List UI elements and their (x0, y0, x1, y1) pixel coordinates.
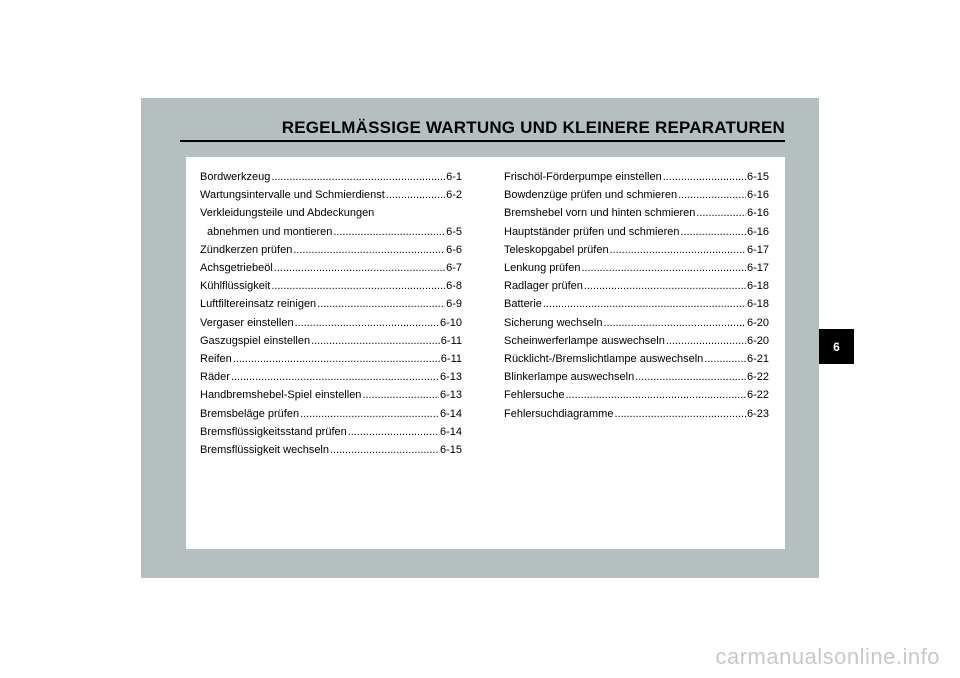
toc-entry-page: 6-9 (446, 298, 462, 311)
toc-entry[interactable] (504, 204, 769, 222)
toc-entry-page: 6-14 (439, 407, 462, 420)
toc-entry-label: Radlager prüfen (504, 280, 583, 293)
toc-leader (666, 332, 746, 350)
toc-leader (543, 295, 746, 313)
toc-entry-label: Blinkerlampe auswechseln (504, 371, 635, 384)
toc-entry-label: abnehmen und montieren (207, 225, 333, 238)
toc-leader (271, 168, 445, 186)
toc-left-column (200, 168, 462, 459)
toc-entry[interactable] (504, 186, 769, 204)
toc-entry-label: Rücklicht-/Bremslichtlampe auswechseln (504, 353, 704, 366)
toc-leader (635, 368, 746, 386)
toc-entry-page: 6-20 (746, 316, 769, 329)
toc-entry-label: Bowdenzüge prüfen und schmieren (504, 189, 678, 202)
toc-entry-page: 6-21 (746, 353, 769, 366)
toc-entry-label: Wartungsintervalle und Schmierdienst (200, 189, 385, 202)
toc-leader (603, 314, 746, 332)
toc-entry-label: Gaszugspiel einstellen (200, 334, 311, 347)
toc-entry-page: 6-5 (446, 225, 462, 238)
toc-entry-label: Batterie (504, 298, 542, 311)
toc-leader (362, 386, 439, 404)
toc-entry-page: 6-11 (440, 353, 462, 366)
toc-entry-label: Bremsflüssigkeit wechseln (200, 444, 329, 457)
toc-leader (274, 259, 445, 277)
toc-entry[interactable] (504, 332, 769, 350)
toc-entry-page: 6-10 (439, 316, 462, 329)
toc-entry[interactable] (200, 441, 462, 459)
toc-leader (271, 277, 445, 295)
toc-entry[interactable] (200, 386, 462, 404)
toc-entry[interactable] (504, 368, 769, 386)
toc-leader (300, 405, 439, 423)
toc-leader (233, 350, 440, 368)
toc-entry-page: 6-23 (746, 407, 769, 420)
toc-entry-label: Teleskopgabel prüfen (504, 243, 609, 256)
toc-entry-label: Achsgetriebeöl (200, 262, 273, 275)
title-rule (180, 140, 785, 142)
toc-entry-page: 6-15 (439, 444, 462, 457)
toc-entry-label: Bremshebel vorn und hinten schmieren (504, 207, 696, 220)
toc-entry[interactable] (504, 259, 769, 277)
chapter-tab: 6 (819, 329, 854, 364)
toc-leader (566, 386, 746, 404)
toc-leader (678, 186, 746, 204)
toc-entry-label: Hauptständer prüfen und schmieren (504, 225, 680, 238)
toc-entry-page: 6-18 (746, 280, 769, 293)
toc-entry[interactable] (200, 295, 462, 313)
toc-leader (584, 277, 746, 295)
toc-entry-label: Sicherung wechseln (504, 316, 603, 329)
toc-entry-page: 6-8 (446, 280, 462, 293)
toc-entry[interactable] (200, 423, 462, 441)
page-title: REGELMÄSSIGE WARTUNG UND KLEINERE REPARATUREN (281, 118, 785, 137)
toc-entry[interactable] (504, 223, 769, 241)
toc-entry-page: 6-18 (746, 298, 769, 311)
toc-entry[interactable] (200, 168, 462, 186)
toc-entry[interactable] (200, 186, 462, 204)
toc-entry[interactable] (200, 314, 462, 332)
toc-entry-label: Frischöl-Förderpumpe einstellen (504, 171, 662, 183)
toc-entry-label: Bordwerkzeug (200, 171, 271, 183)
toc-leader (386, 186, 445, 204)
toc-entry-label: Fehlersuchdiagramme (504, 407, 614, 420)
toc-leader (317, 295, 445, 313)
toc-leader (333, 223, 445, 241)
toc-entry-label: Räder (200, 371, 230, 384)
toc-leader (696, 204, 746, 222)
toc-entry[interactable] (200, 350, 462, 368)
toc-entry-page: 6-16 (746, 189, 769, 202)
toc-entry-label: Bremsbeläge prüfen (200, 407, 300, 420)
toc-leader (704, 350, 746, 368)
toc-leader (610, 241, 746, 259)
toc-leader (231, 368, 439, 386)
toc-leader (293, 241, 445, 259)
toc-entry-label: Zündkerzen prüfen (200, 243, 293, 256)
toc-entry[interactable] (504, 405, 769, 423)
toc-entry-page: 6-13 (439, 371, 462, 384)
toc-entry-page: 6-11 (440, 334, 462, 347)
toc-leader (681, 223, 746, 241)
toc-entry[interactable] (504, 168, 769, 186)
toc-entry[interactable] (200, 223, 462, 241)
toc-entry-page: 6-16 (746, 225, 769, 238)
toc-entry-label: Handbremshebel-Spiel einstellen (200, 389, 362, 402)
toc-leader (348, 423, 439, 441)
toc-entry-page: 6-13 (439, 389, 462, 402)
toc-entry[interactable] (504, 295, 769, 313)
toc-entry[interactable] (200, 277, 462, 295)
toc-entry[interactable] (200, 241, 462, 259)
toc-entry[interactable] (200, 368, 462, 386)
toc-entry[interactable] (504, 386, 769, 404)
toc-leader (581, 259, 746, 277)
toc-entry[interactable] (504, 241, 769, 259)
toc-entry-label: Scheinwerferlampe auswechseln (504, 334, 665, 347)
toc-entry-label: Bremsflüssigkeitsstand prüfen (200, 425, 347, 438)
toc-entry-label: Kühlflüssigkeit (200, 280, 271, 293)
toc-entry-page: 6-2 (446, 189, 462, 202)
toc-entry-page: 6-15 (746, 171, 769, 183)
toc-entry-page: 6-22 (746, 371, 769, 384)
toc-entry-label: Luftfiltereinsatz reinigen (200, 298, 317, 311)
toc-leader (295, 314, 439, 332)
toc-entry-heading-line[interactable]: Verkleidungsteile und Abdeckungen (200, 207, 375, 220)
toc-entry-label: Vergaser einstellen (200, 316, 294, 329)
toc-entry-label: Lenkung prüfen (504, 262, 581, 275)
toc-entry-page: 6-20 (746, 334, 769, 347)
toc-entry[interactable] (504, 314, 769, 332)
toc-entry[interactable] (200, 259, 462, 277)
toc-entry-page: 6-16 (746, 207, 769, 220)
toc-entry-page: 6-17 (746, 243, 769, 256)
toc-entry-page: 6-7 (446, 262, 462, 275)
toc-entry[interactable] (200, 332, 462, 350)
toc-entry-page: 6-17 (746, 262, 769, 275)
toc-entry[interactable] (200, 405, 462, 423)
toc-entry-label: Reifen (200, 353, 232, 366)
toc-entry-page: 6-1 (446, 171, 462, 183)
toc-right-column (504, 168, 769, 423)
toc-entry-page: 6-6 (446, 243, 462, 256)
toc-leader (614, 405, 746, 423)
toc-entry[interactable] (504, 350, 769, 368)
toc-leader (330, 441, 439, 459)
watermark: carmanualsonline.info (715, 644, 940, 669)
toc-entry-page: 6-14 (439, 425, 462, 438)
toc-entry-label: Fehlersuche (504, 389, 565, 402)
toc-leader (663, 168, 746, 186)
toc-entry-page: 6-22 (746, 389, 769, 402)
toc-leader (311, 332, 440, 350)
toc-entry[interactable] (504, 277, 769, 295)
